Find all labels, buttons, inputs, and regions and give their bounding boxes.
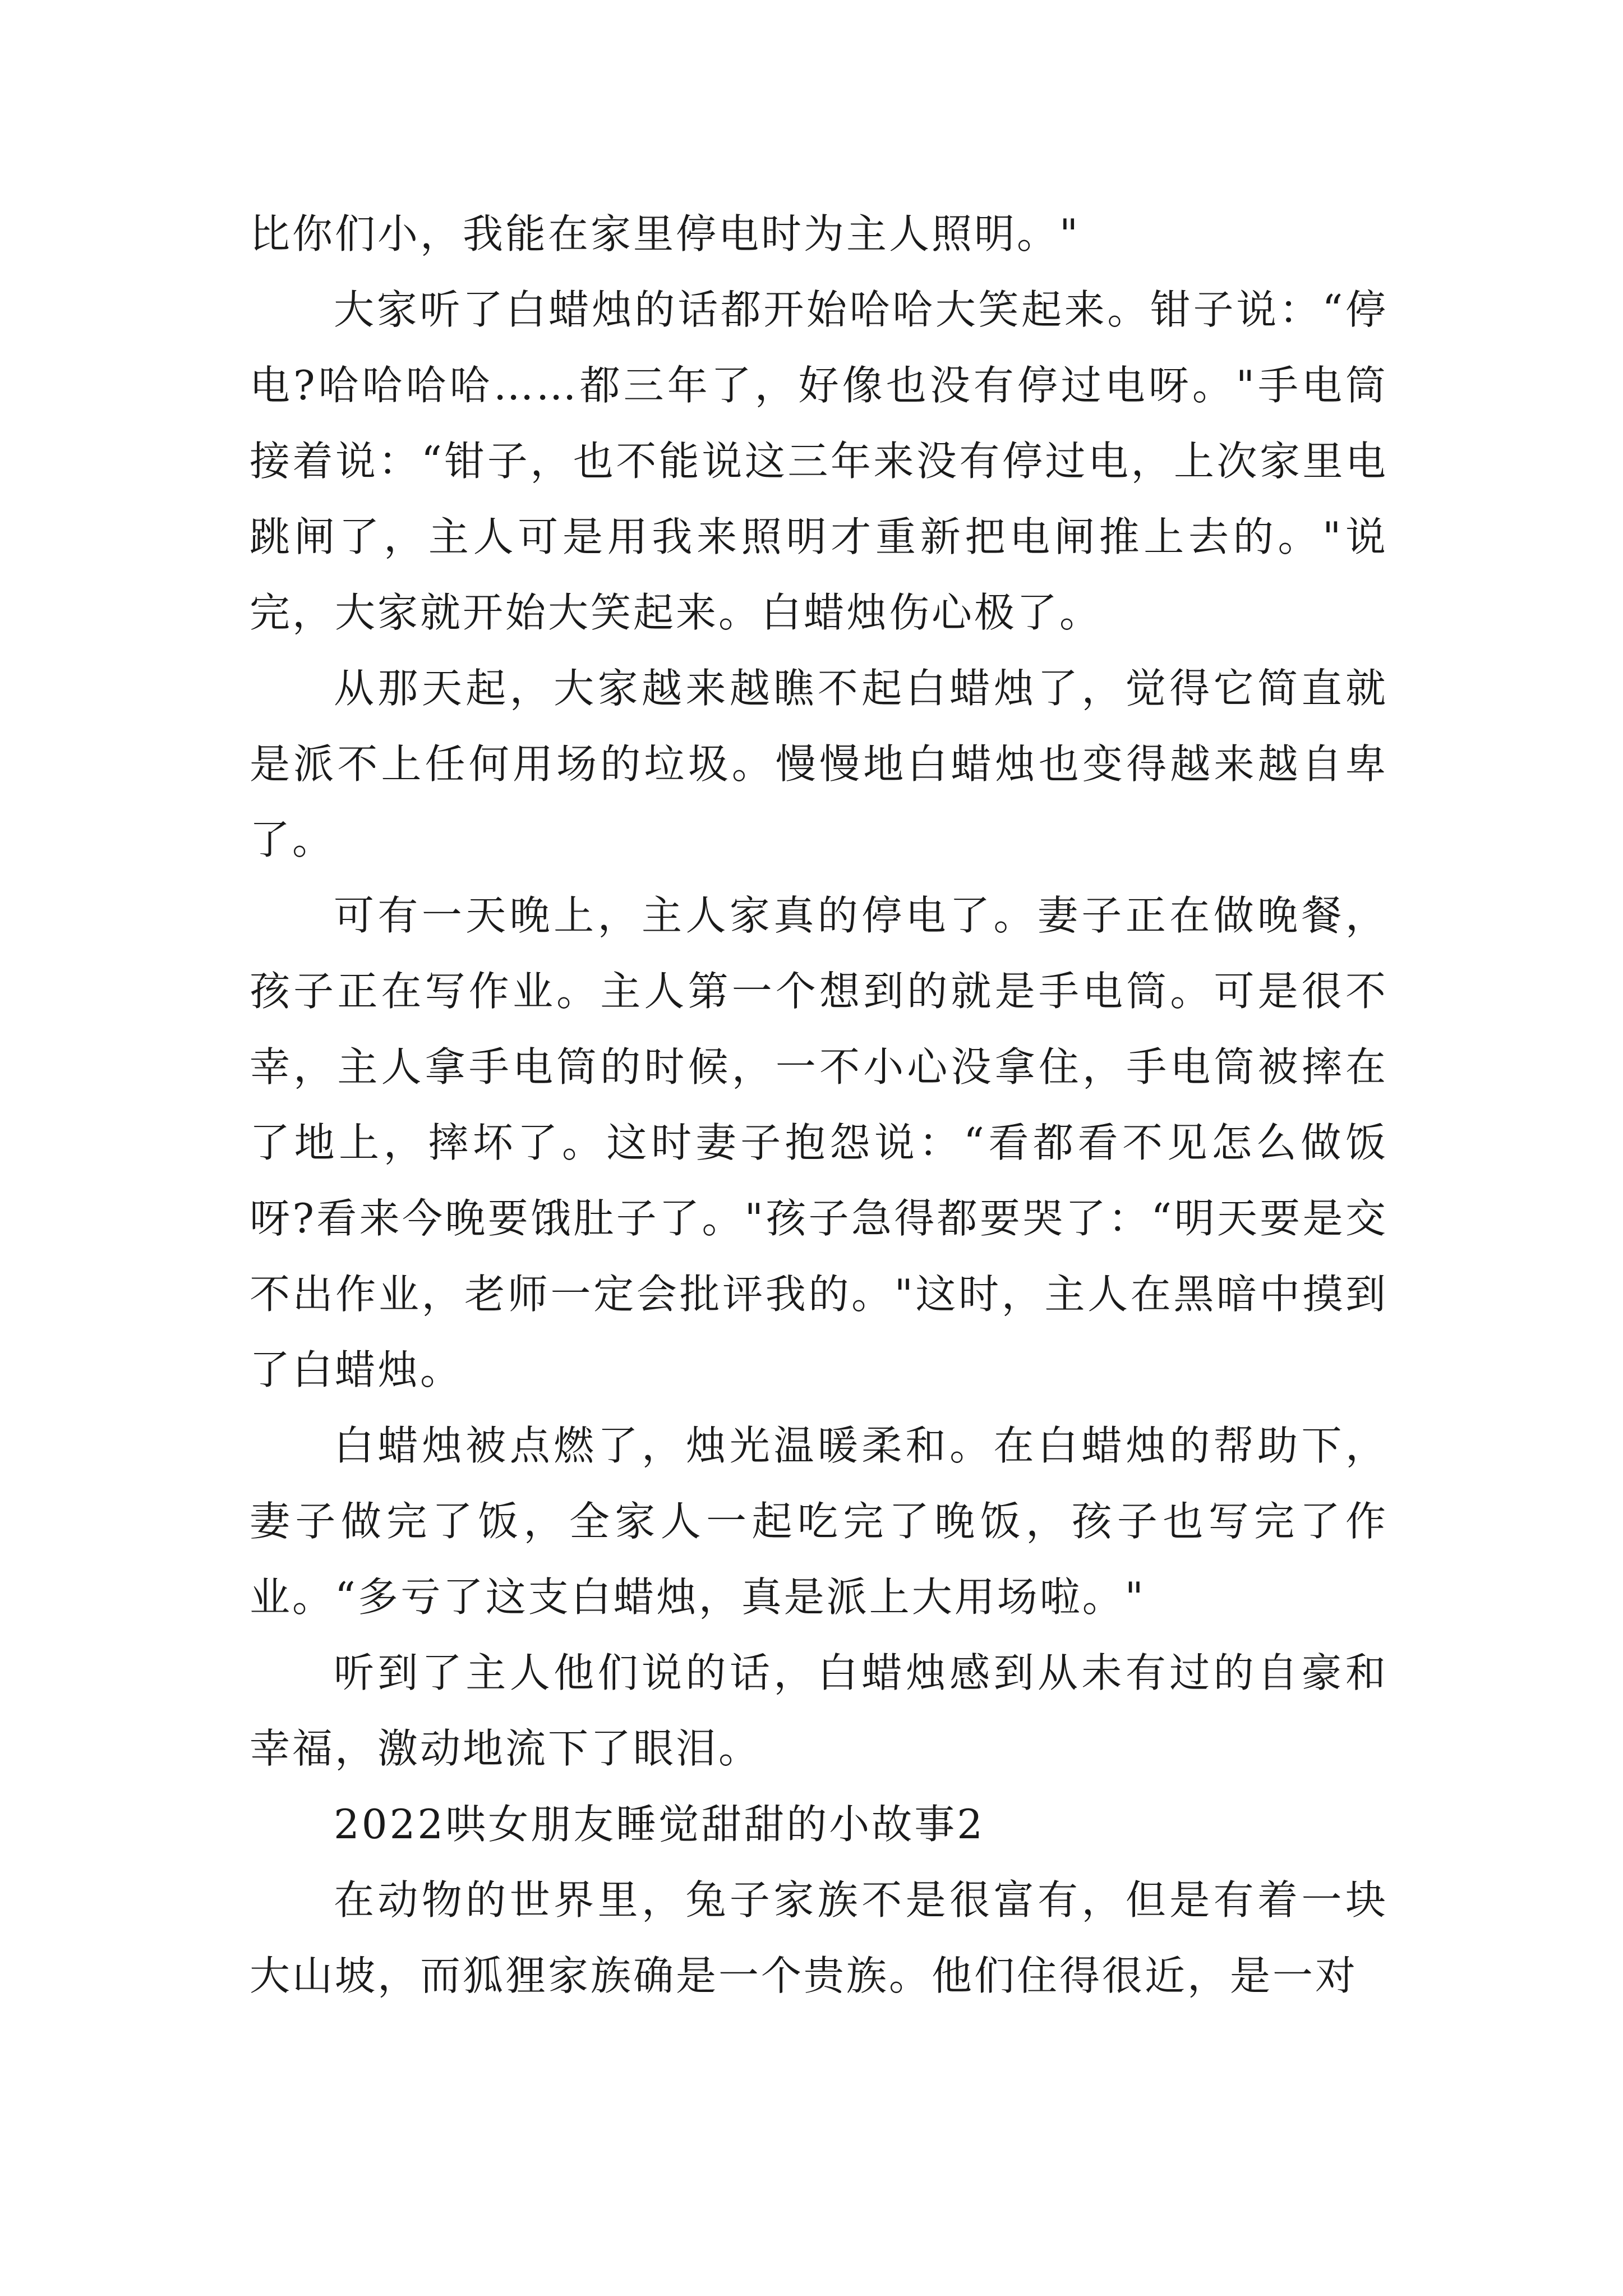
paragraph-1: 比你们小，我能在家里停电时为主人照明。" [250,210,1081,257]
document-body [250,196,1388,2014]
section-heading: 2022哄女朋友睡觉甜甜的小故事2 [334,1801,985,1848]
paragraph-7: 在动物的世界里，兔子家族不是很富有，但是有着一块大山坡，而狐狸家族确是一个贵族。他们住得很近，是一对 [250,1876,1388,1999]
paragraph-4: 可有一天晚上，主人家真的停电了。妻子正在做晚餐，孩子正在写作业。主人第一个想到的就是手电筒。可是很不幸，主人拿手电筒的时候，一不小心没拿住，手电筒被摔在了地上，摔坏了。这时妻子抱怨说：“看都看不见怎么做饭呀?看来今晚要饿肚子了。"孩子急得都要哭了：“明天要是交不出作业，老师一定会批评我的。"这时，主人在黑暗中摸到了白蜡烛。 [250,892,1388,1393]
paragraph-2: 大家听了白蜡烛的话都开始哈哈大笑起来。钳子说：“停电?哈哈哈哈……都三年了，好像也没有停过电呀。"手电筒接着说：“钳子，也不能说这三年来没有停过电，上次家里电跳闸了，主人可是用我来照明才重新把电闸推上去的。"说完，大家就开始大笑起来。白蜡烛伤心极了。 [250,286,1388,636]
paragraph-3: 从那天起，大家越来越瞧不起白蜡烛了，觉得它简直就是派不上任何用场的垃圾。慢慢地白蜡烛也变得越来越自卑了。 [250,665,1388,863]
paragraph-6: 听到了主人他们说的话，白蜡烛感到从未有过的自豪和幸福，激动地流下了眼泪。 [250,1649,1388,1772]
paragraph-5: 白蜡烛被点燃了，烛光温暖柔和。在白蜡烛的帮助下，妻子做完了饭，全家人一起吃完了晚饭，孩子也写完了作业。“多亏了这支白蜡烛，真是派上大用场啦。" [250,1422,1388,1621]
